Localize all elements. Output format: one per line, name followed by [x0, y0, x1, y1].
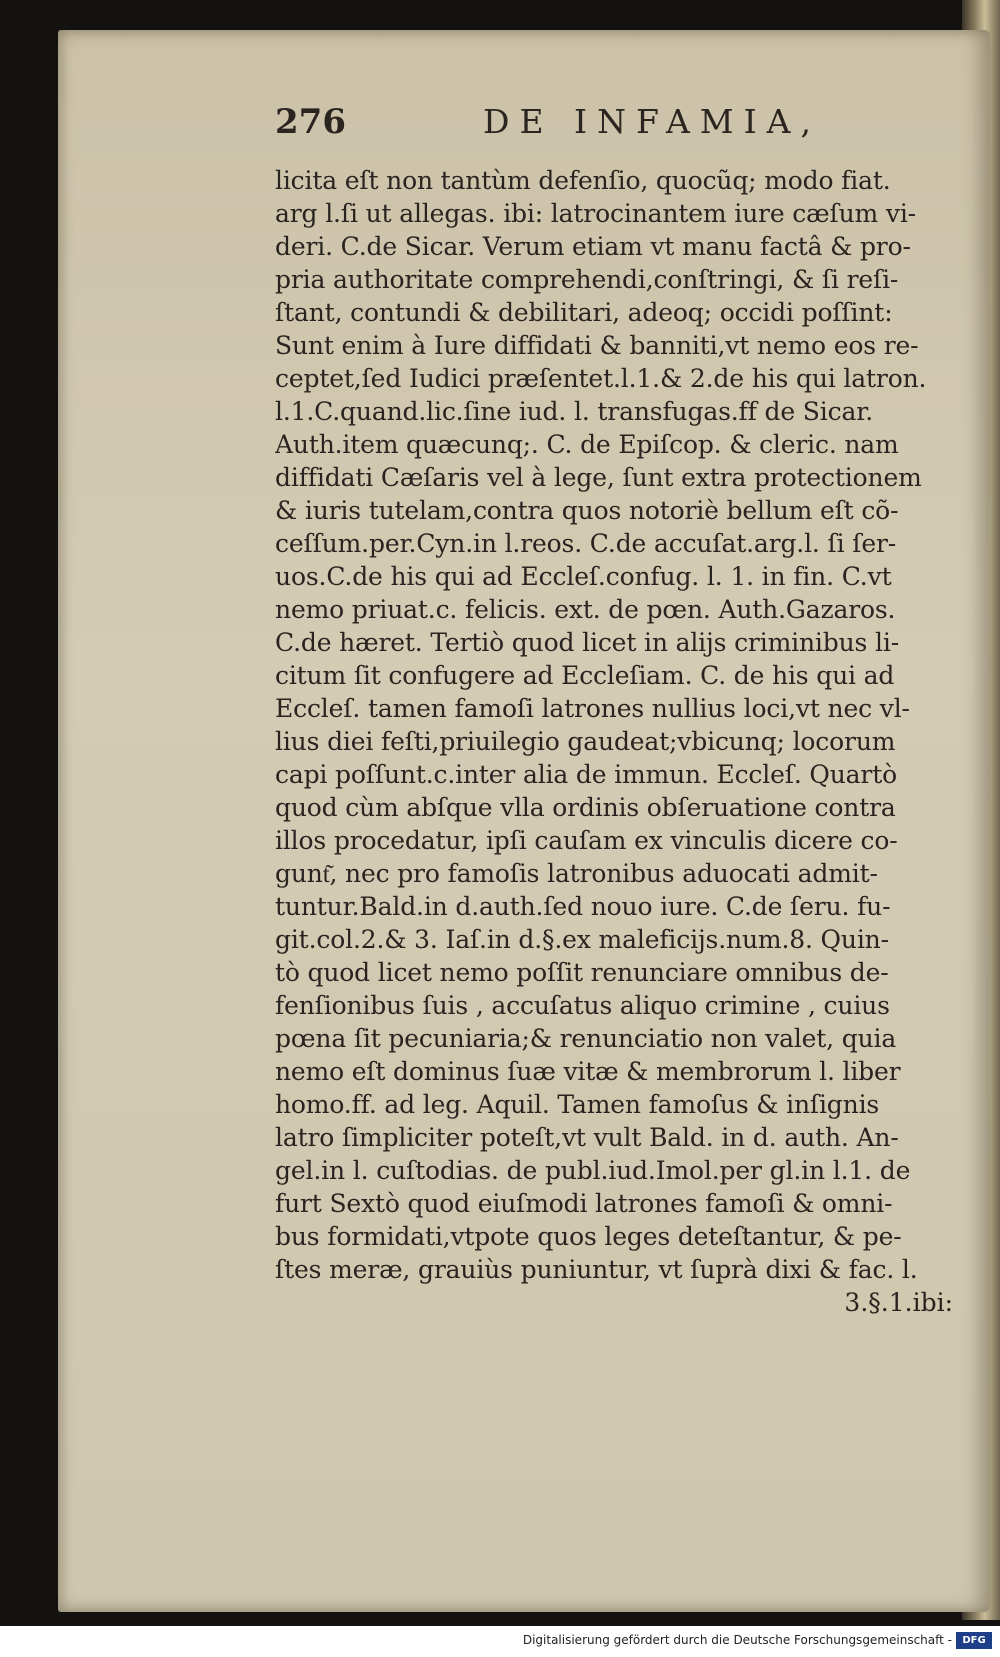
- text-line: Eccleſ. tamen famoſi latrones nullius loci,vt nec vl-: [275, 694, 910, 723]
- text-line: lius diei feſti,priuilegio gaudeat;vbicunq; locorum: [275, 727, 896, 756]
- text-line: uos.C.de his qui ad Eccleſ.confug. l. 1. in fin. C.vt: [275, 562, 892, 591]
- text-line: fenſionibus ſuis , accuſatus aliquo crimine , cuius: [275, 991, 890, 1020]
- text-line: deri. C.de Sicar. Verum etiam vt manu factâ & pro-: [275, 232, 911, 261]
- text-line: licita eſt non tantùm defenſio, quocũq; modo fiat.: [275, 166, 891, 195]
- text-block: [275, 164, 963, 1319]
- text-line: nemo eſt dominus ſuæ vitæ & membrorum l. liber: [275, 1057, 901, 1086]
- running-head: [215, 100, 825, 144]
- text-line: pœna ſit pecuniaria;& renunciatio non valet, quia: [275, 1024, 897, 1053]
- text-line: homo.ff. ad leg. Aquil. Tamen famoſus & inſignis: [275, 1090, 880, 1119]
- catchword: 3.§.1.ibi:: [844, 1288, 953, 1317]
- running-title: DE INFAMIA,: [483, 102, 821, 141]
- page-number: 276: [275, 102, 346, 142]
- text-line: citum ſit confugere ad Eccleſiam. C. de his qui ad: [275, 661, 895, 690]
- text-line: tuntur.Bald.in d.auth.ſed nouo iure. C.de ſeru. fu-: [275, 892, 891, 921]
- text-line: C.de hæret. Tertiò quod licet in alijs criminibus li-: [275, 628, 899, 657]
- text-line: arg l.ſi ut allegas. ibi: latrocinantem iure cæſum vi-: [275, 199, 916, 228]
- text-line: bus formidati,vtpote quos leges deteſtantur, & pe-: [275, 1222, 902, 1251]
- text-line: Sunt enim à Iure diffidati & banniti,vt nemo eos re-: [275, 331, 919, 360]
- text-line: quod cùm abſque vlla ordinis obſeruatione contra: [275, 793, 896, 822]
- text-line: ceptet,ſed Iudici præſentet.l.1.& 2.de his qui latron.: [275, 364, 927, 393]
- text-line: gel.in l. cuſtodias. de publ.iud.Imol.per gl.in l.1. de: [275, 1156, 911, 1185]
- text-line: ſtant, contundi & debilitari, adeoq; occidi poſſint:: [275, 298, 893, 327]
- text-line: & iuris tutelam,contra quos notoriè bellum eſt cõ-: [275, 496, 899, 525]
- dfg-logo: DFG: [956, 1632, 992, 1649]
- text-line: Auth.item quæcunq;. C. de Epiſcop. & cleric. nam: [275, 430, 899, 459]
- text-line: ceſſum.per.Cyn.in l.reos. C.de accuſat.arg.l. ſi ſer-: [275, 529, 897, 558]
- text-line: diffidati Cæſaris vel à lege, ſunt extra protectionem: [275, 463, 922, 492]
- text-line: pria authoritate comprehendi,conſtringi, & ſi reſi-: [275, 265, 899, 294]
- text-line: nemo priuat.c. felicis. ext. de pœn. Auth.Gazaros.: [275, 595, 896, 624]
- footer-bar: [0, 1626, 1000, 1657]
- text-line: furt Sextò quod eiuſmodi latrones famoſi & omni-: [275, 1189, 893, 1218]
- text-line: l.1.C.quand.lic.ſine iud. l. transfugas.ff de Sicar.: [275, 397, 874, 426]
- text-line: ſtes meræ, grauiùs puniuntur, vt ſuprà dixi & fac. l.: [275, 1255, 918, 1284]
- text-line: illos procedatur, ipſi cauſam ex vinculis dicere co-: [275, 826, 898, 855]
- text-line: tò quod licet nemo poſſit renunciare omnibus de-: [275, 958, 889, 987]
- funding-notice: Digitalisierung gefördert durch die Deutsche Forschungsgemeinschaft -: [522, 1633, 952, 1647]
- text-line: capi poſſunt.c.inter alia de immun. Eccleſ. Quartò: [275, 760, 897, 789]
- text-line: git.col.2.& 3. Iaſ.in d.§.ex maleficijs.num.8. Quin-: [275, 925, 889, 954]
- text-line: gunt͂, nec pro famoſis latronibus aduocati admit-: [275, 859, 878, 888]
- text-line: latro ſimpliciter poteſt,vt vult Bald. in d. auth. An-: [275, 1123, 899, 1152]
